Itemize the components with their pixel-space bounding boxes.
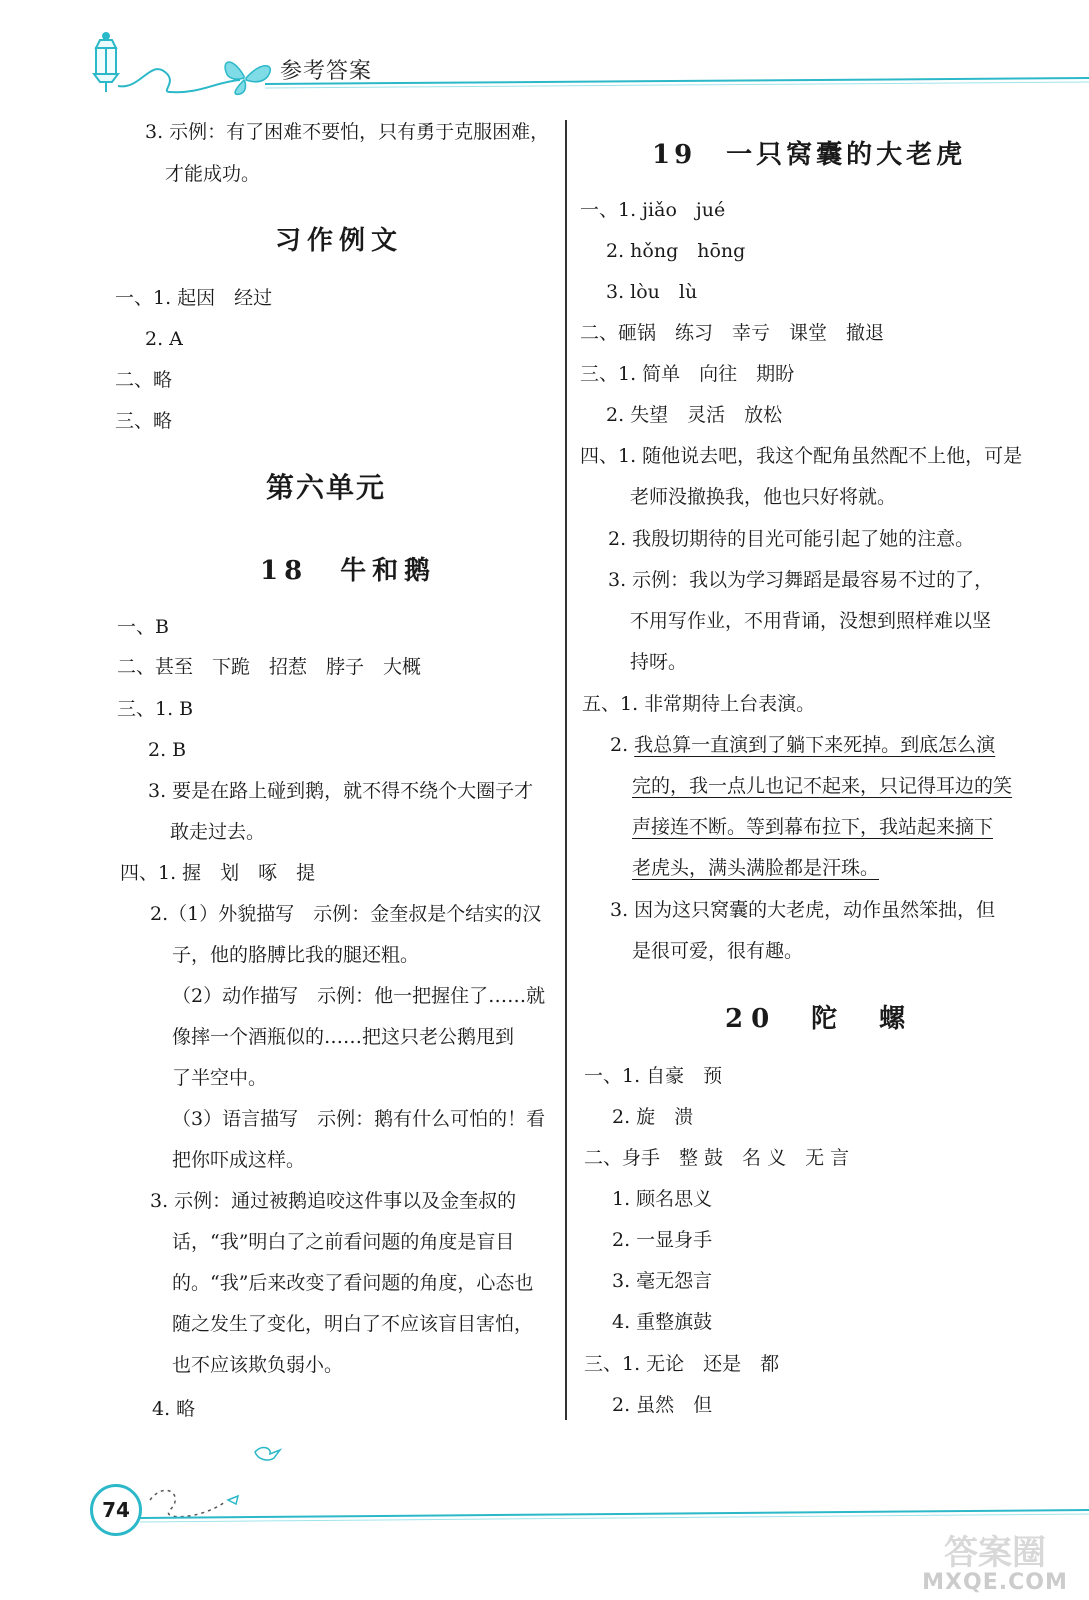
answer-line: 2. 我殷切期待的目光可能引起了她的注意。: [608, 528, 975, 550]
answer-line: 3. 要是在路上碰到鹅，就不得不绕个大圈子才: [148, 780, 534, 802]
answer-line: 一、1. 自豪 预: [584, 1065, 723, 1087]
answer-line: 2. B: [148, 739, 187, 761]
answer-line: 五、1. 非常期待上台表演。: [582, 693, 816, 715]
answer-line: 4. 重整旗鼓: [612, 1311, 713, 1333]
underlined-answer: 老虎头，满头满脸都是汗珠。: [632, 857, 880, 879]
answer-line: 持呀。: [630, 651, 688, 673]
underlined-answer: 我总算一直演到了躺下来死掉。到底怎么演: [634, 734, 996, 756]
answer-line: 二、身手 整 鼓 名 义 无 言: [584, 1147, 850, 1169]
answer-line: 把你吓成这样。: [172, 1149, 306, 1171]
answer-line: 不用写作业，不用背诵，没想到照样难以坚: [630, 610, 992, 632]
answer-line: 子，他的胳膊比我的腿还粗。: [172, 944, 420, 966]
answer-line: [610, 733, 995, 757]
answer-line: 才能成功。: [165, 163, 261, 185]
answer-line: 二、略: [115, 369, 173, 391]
answer-line: 2. 旋 溃: [612, 1106, 694, 1128]
answer-line: 4. 略: [152, 1398, 196, 1420]
answer-line: 是很可爱，很有趣。: [632, 940, 804, 962]
answer-line: 3. 毫无怨言: [612, 1270, 713, 1292]
page-number: 74: [90, 1484, 142, 1536]
answer-line: 一、1. 起因 经过: [115, 287, 273, 309]
watermark-url: MXQE.COM: [922, 1570, 1068, 1595]
lesson-heading: 20 陀 螺: [725, 1004, 914, 1034]
answer-line: （2）动作描写 示例：他一把握住了……就: [172, 985, 546, 1007]
answer-line: 3. 示例：有了困难不要怕，只有勇于克服困难，: [145, 121, 550, 143]
answer-line: 老师没撤换我，他也只好将就。: [630, 486, 897, 508]
answer-line: 敢走过去。: [170, 821, 266, 843]
item-number: 2.: [610, 734, 635, 756]
answer-line: 三、1. 简单 向往 期盼: [580, 363, 795, 385]
answer-line: 3. 因为这只窝囊的大老虎，动作虽然笨拙，但: [610, 899, 996, 921]
answer-line: 3. lòu lù: [606, 281, 698, 303]
site-watermark: [905, 1535, 1085, 1595]
answer-line: （3）语言描写 示例：鹅有什么可怕的！看: [172, 1108, 546, 1130]
answer-line: 三、略: [115, 410, 173, 432]
section-heading: 习作例文: [275, 226, 404, 256]
lesson-heading: 19 一只窝囊的大老虎: [652, 140, 967, 170]
answer-line: 2. A: [145, 328, 183, 350]
watermark-logo-text: 答案圈: [944, 1533, 1046, 1573]
column-divider: [565, 120, 567, 1420]
page-header: [0, 0, 1089, 110]
answer-line: 的。“我”后来改变了看问题的角度，心态也: [172, 1272, 534, 1294]
underlined-answer: 声接连不断。等到幕布拉下，我站起来摘下: [632, 816, 994, 838]
answer-line: 四、1. 随他说去吧，我这个配角虽然配不上他，可是: [580, 445, 1023, 467]
answer-line: 随之发生了变化，明白了不应该盲目害怕，: [172, 1313, 534, 1335]
answer-line: 2. 虽然 但: [612, 1394, 713, 1416]
answer-line: 3. 示例：我以为学习舞蹈是最容易不过的了，: [608, 569, 994, 591]
answer-line: 话，“我”明白了之前看问题的角度是盲目: [172, 1231, 515, 1253]
lantern-butterfly-ornament-icon: [0, 0, 1089, 110]
answer-line: 像摔一个酒瓶似的……把这只老公鹅甩到: [172, 1026, 515, 1048]
answer-line: 二、砸锅 练习 幸亏 课堂 撤退: [580, 322, 885, 344]
answer-line: 3. 示例：通过被鹅追咬这件事以及金奎叔的: [150, 1190, 517, 1212]
answer-line: 也不应该欺负弱小。: [172, 1354, 344, 1376]
answer-line: 二、甚至 下跪 招惹 脖子 大概: [117, 656, 422, 678]
answer-line: 四、1. 握 划 啄 提: [120, 862, 316, 884]
answer-line: 一、1. jiǎo jué: [580, 199, 726, 221]
unit-heading: 第六单元: [266, 471, 387, 504]
answer-line: 2. 一显身手: [612, 1229, 713, 1251]
answer-line: 一、B: [117, 616, 169, 638]
header-title: 参考答案: [280, 59, 373, 84]
answer-line: 1. 顾名思义: [612, 1188, 713, 1210]
lesson-heading: 18 牛和鹅: [260, 556, 437, 586]
answer-line: 三、1. 无论 还是 都: [584, 1353, 780, 1375]
underlined-answer: 完的，我一点儿也记不起来，只记得耳边的笑: [632, 775, 1013, 797]
answer-line: 三、1. B: [117, 698, 194, 720]
answer-line: 了半空中。: [172, 1067, 268, 1089]
answer-line: 2. hǒng hōng: [606, 240, 746, 262]
answer-line: 2.（1）外貌描写 示例：金奎叔是个结实的汉: [150, 903, 542, 925]
answer-line: 2. 失望 灵活 放松: [606, 404, 783, 426]
